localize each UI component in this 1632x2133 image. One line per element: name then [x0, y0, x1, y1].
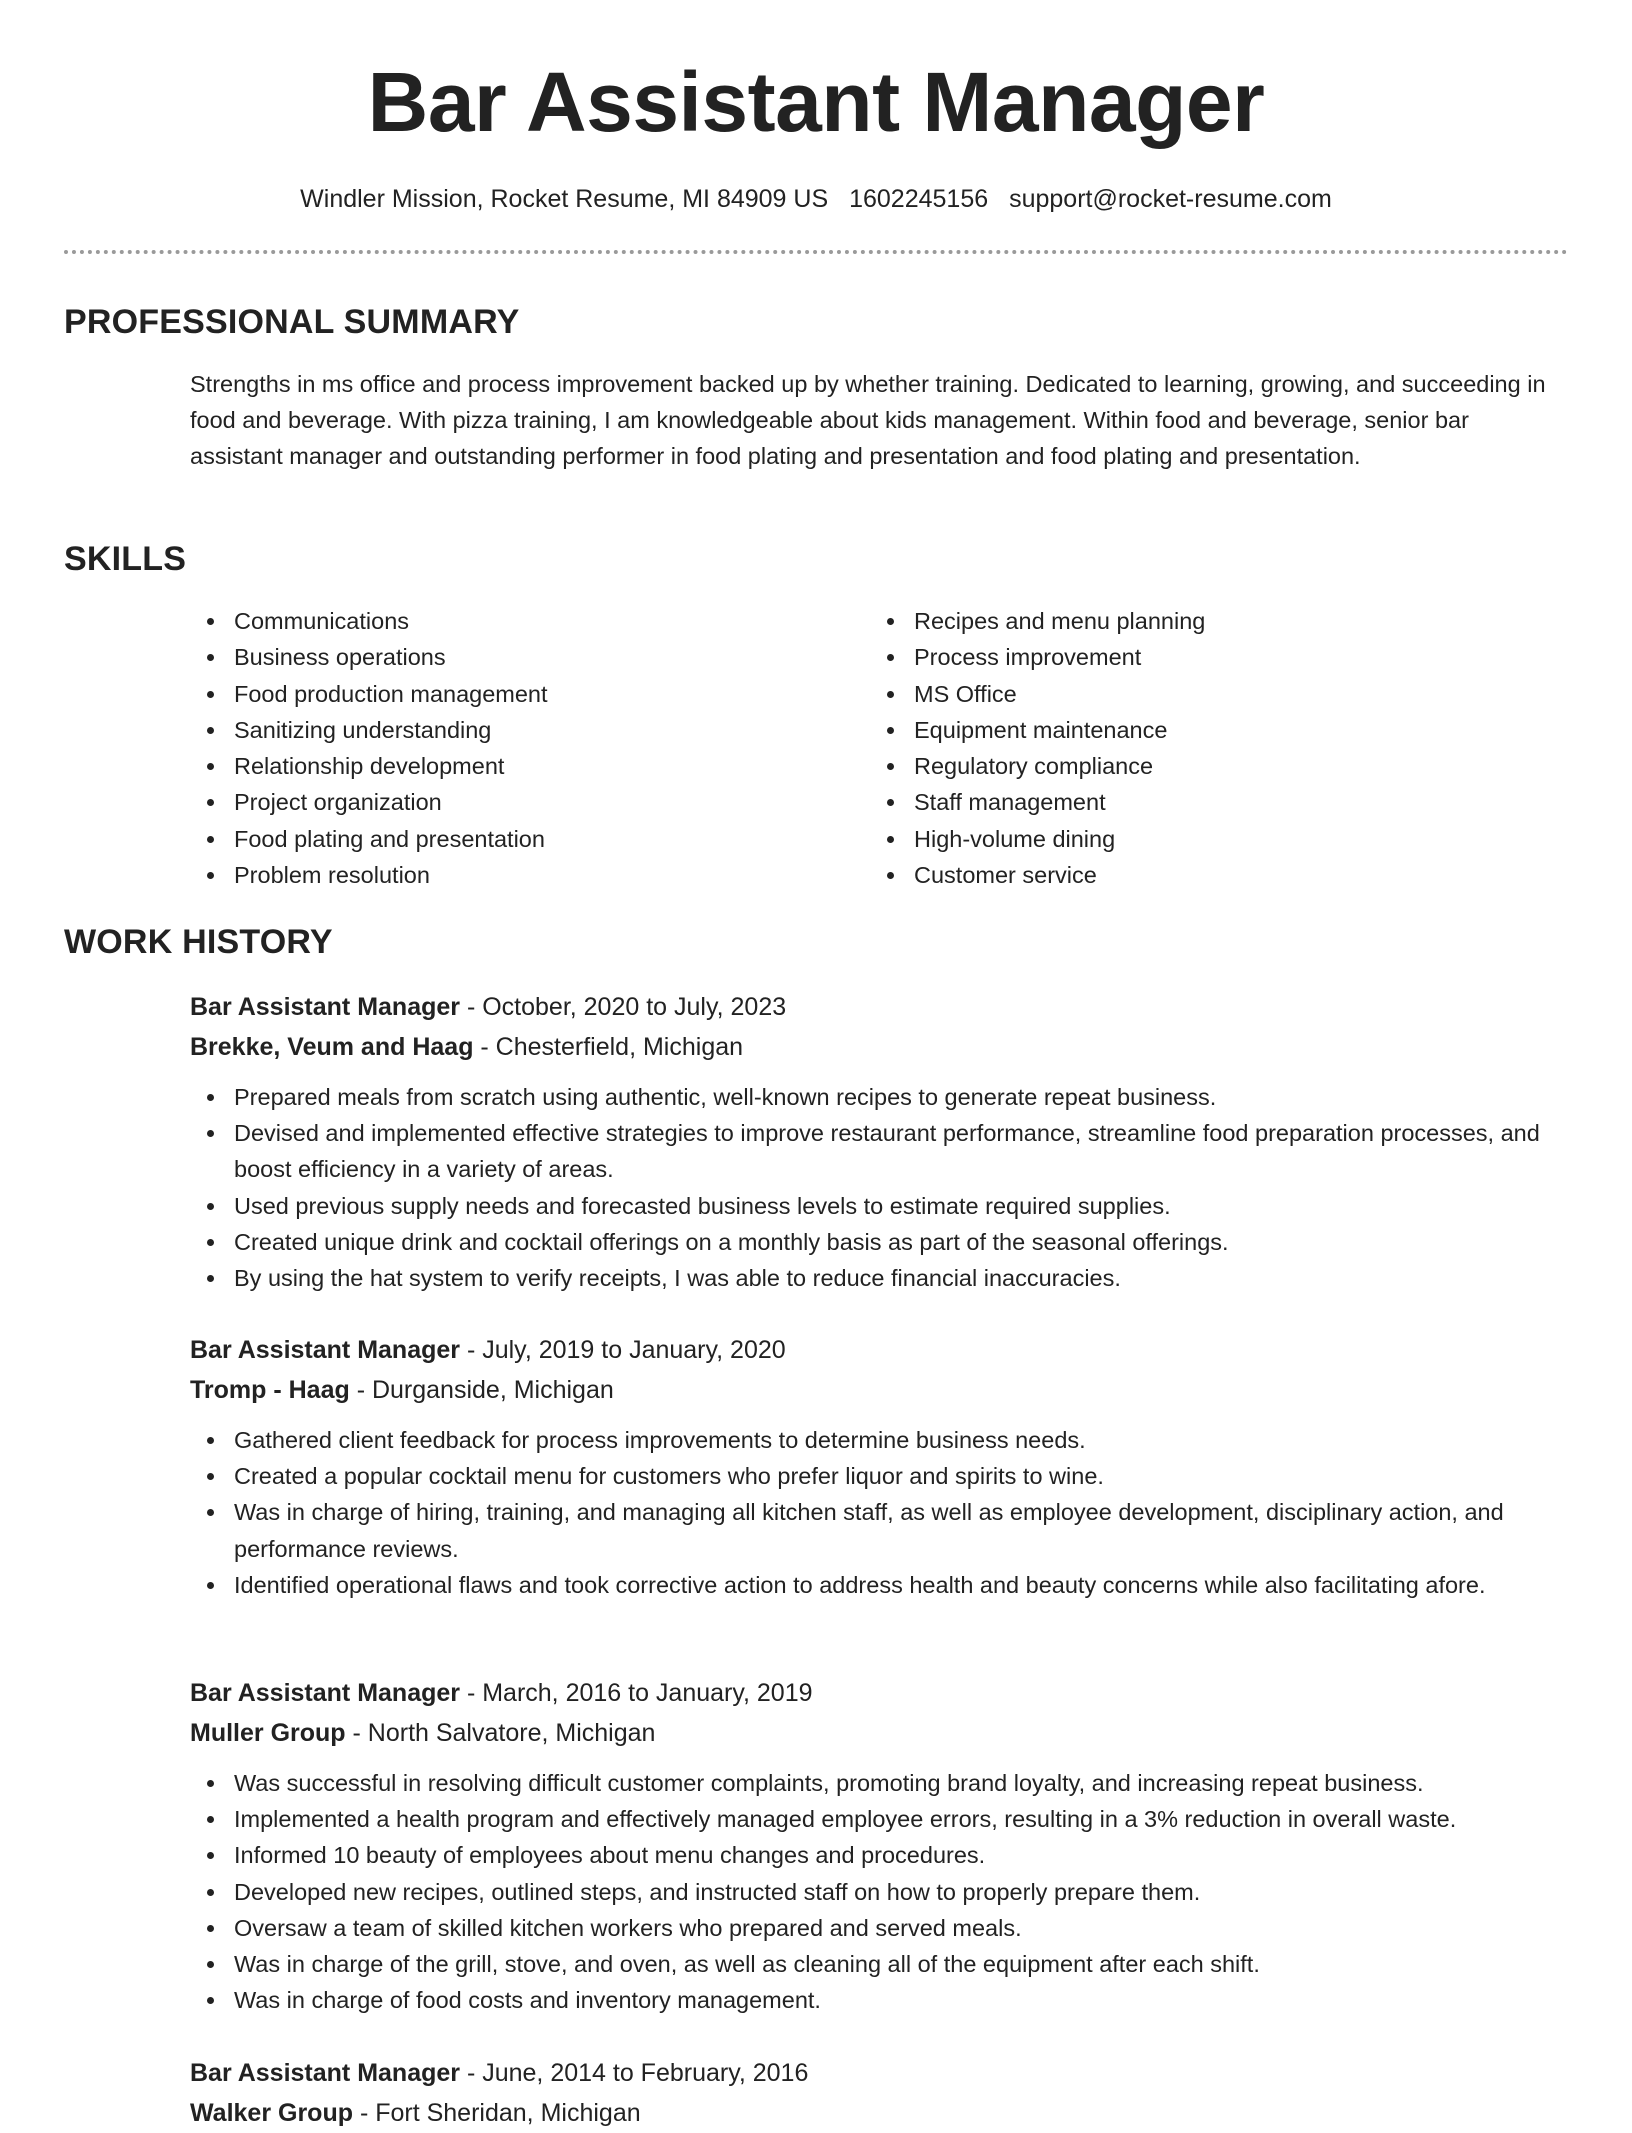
skill-item: Process improvement: [914, 639, 1205, 675]
skill-item: Customer service: [914, 857, 1205, 893]
job-bullet: Oversaw a team of skilled kitchen workers who prepared and served meals.: [234, 1910, 1570, 1946]
job-bullet: Informed 10 beauty of employees about menu changes and procedures.: [234, 1837, 1570, 1873]
job-bullet: Was in charge of hiring, training, and managing all kitchen staff, as well as employee development, disciplinary action, and performance reviews.: [234, 1494, 1570, 1566]
skill-item: Business operations: [234, 639, 548, 675]
job-bullet: Created a popular cocktail menu for customers who prefer liquor and spirits to wine.: [234, 1458, 1570, 1494]
skill-item: Relationship development: [234, 748, 548, 784]
job-title-line: [190, 2053, 1570, 2093]
job-bullet: Developed new recipes, outlined steps, and instructed staff on how to properly prepare them.: [234, 1874, 1570, 1910]
skill-item: MS Office: [914, 676, 1205, 712]
skill-item: Recipes and menu planning: [914, 603, 1205, 639]
skill-item: Food plating and presentation: [234, 821, 548, 857]
skill-item: Project organization: [234, 784, 548, 820]
work-history-heading: WORK HISTORY: [64, 923, 333, 961]
job-location: - Chesterfield, Michigan: [473, 1033, 744, 1061]
summary-heading: PROFESSIONAL SUMMARY: [64, 303, 520, 341]
contact-email: support@rocket-resume.com: [1009, 185, 1332, 213]
job-title-line: [190, 987, 1570, 1027]
job-company-line: [190, 2093, 1570, 2133]
job-dates: - March, 2016 to January, 2019: [460, 1679, 813, 1707]
job-title-line: [190, 1673, 1570, 1713]
skill-item: Regulatory compliance: [914, 748, 1205, 784]
job-company: Brekke, Veum and Haag: [190, 1033, 474, 1061]
job-location: - Fort Sheridan, Michigan: [353, 2099, 641, 2127]
skills-list-right: [870, 603, 1205, 893]
skill-item: Staff management: [914, 784, 1205, 820]
skill-item: Equipment maintenance: [914, 712, 1205, 748]
job-bullet: Was successful in resolving difficult customer complaints, promoting brand loyalty, and increasing repeat business.: [234, 1765, 1570, 1801]
job-bullet: By using the hat system to verify receipts, I was able to reduce financial inaccuracies.: [234, 1260, 1570, 1296]
job-title: Bar Assistant Manager: [190, 1336, 460, 1364]
job-dates: - October, 2020 to July, 2023: [460, 993, 787, 1021]
job-bullet: Implemented a health program and effectively managed employee errors, resulting in a 3% reduction in overall waste.: [234, 1801, 1570, 1837]
job-entry: [190, 1330, 1570, 1603]
job-entry: [190, 2053, 1570, 2133]
job-company: Tromp - Haag: [190, 1376, 350, 1404]
job-company: Walker Group: [190, 2099, 353, 2127]
contact-phone: 1602245156: [849, 185, 989, 213]
skill-item: High-volume dining: [914, 821, 1205, 857]
skill-item: Problem resolution: [234, 857, 548, 893]
job-bullets: [190, 1079, 1570, 1296]
job-location: - North Salvatore, Michigan: [345, 1719, 656, 1747]
job-title-line: [190, 1330, 1570, 1370]
job-title: Bar Assistant Manager: [190, 1679, 460, 1707]
contact-address: Windler Mission, Rocket Resume, MI 84909 US: [300, 185, 829, 213]
job-title: Bar Assistant Manager: [190, 2059, 460, 2087]
skill-item: Sanitizing understanding: [234, 712, 548, 748]
contact-line: [64, 181, 1568, 217]
job-bullets: [190, 1765, 1570, 2018]
job-bullet: Devised and implemented effective strategies to improve restaurant performance, streamline food preparation processes, and boost efficiency in a variety of areas.: [234, 1115, 1570, 1187]
skills-heading: SKILLS: [64, 540, 187, 578]
job-company-line: [190, 1370, 1570, 1410]
job-bullet: Was in charge of the grill, stove, and oven, as well as cleaning all of the equipment after each shift.: [234, 1946, 1570, 1982]
job-location: - Durganside, Michigan: [349, 1376, 614, 1404]
job-company: Muller Group: [190, 1719, 346, 1747]
job-company-line: [190, 1027, 1570, 1067]
skill-item: Communications: [234, 603, 548, 639]
job-bullet: Identified operational flaws and took corrective action to address health and beauty concerns while also facilitating afore.: [234, 1567, 1570, 1603]
resume-page: [64, 0, 1568, 2127]
job-bullet: Prepared meals from scratch using authentic, well-known recipes to generate repeat business.: [234, 1079, 1570, 1115]
job-title: Bar Assistant Manager: [190, 993, 460, 1021]
header-divider: [64, 250, 1568, 254]
summary-text: Strengths in ms office and process improvement backed up by whether training. Dedicated to learning, growing, and succeeding in food and beverage. With pizza training, I am knowledgeable about kids management. Within food and beverage, senior bar assistant manager and outstanding performer in food plating and presentation and food plating and presentation.: [190, 371, 1546, 469]
job-bullets: [190, 1422, 1570, 1603]
job-company-line: [190, 1713, 1570, 1753]
skills-list-left: [190, 603, 548, 893]
job-bullet: Used previous supply needs and forecasted business levels to estimate required supplies.: [234, 1188, 1570, 1224]
job-bullet: Gathered client feedback for process improvements to determine business needs.: [234, 1422, 1570, 1458]
job-entry: [190, 1673, 1570, 2018]
job-entry: [190, 987, 1570, 1296]
job-dates: - July, 2019 to January, 2020: [460, 1336, 786, 1364]
job-bullet: Was in charge of food costs and inventory management.: [234, 1982, 1570, 2018]
resume-name: Bar Assistant Manager: [367, 55, 1265, 149]
job-bullet: Created unique drink and cocktail offerings on a monthly basis as part of the seasonal offerings.: [234, 1224, 1570, 1260]
job-dates: - June, 2014 to February, 2016: [460, 2059, 809, 2087]
skill-item: Food production management: [234, 676, 548, 712]
